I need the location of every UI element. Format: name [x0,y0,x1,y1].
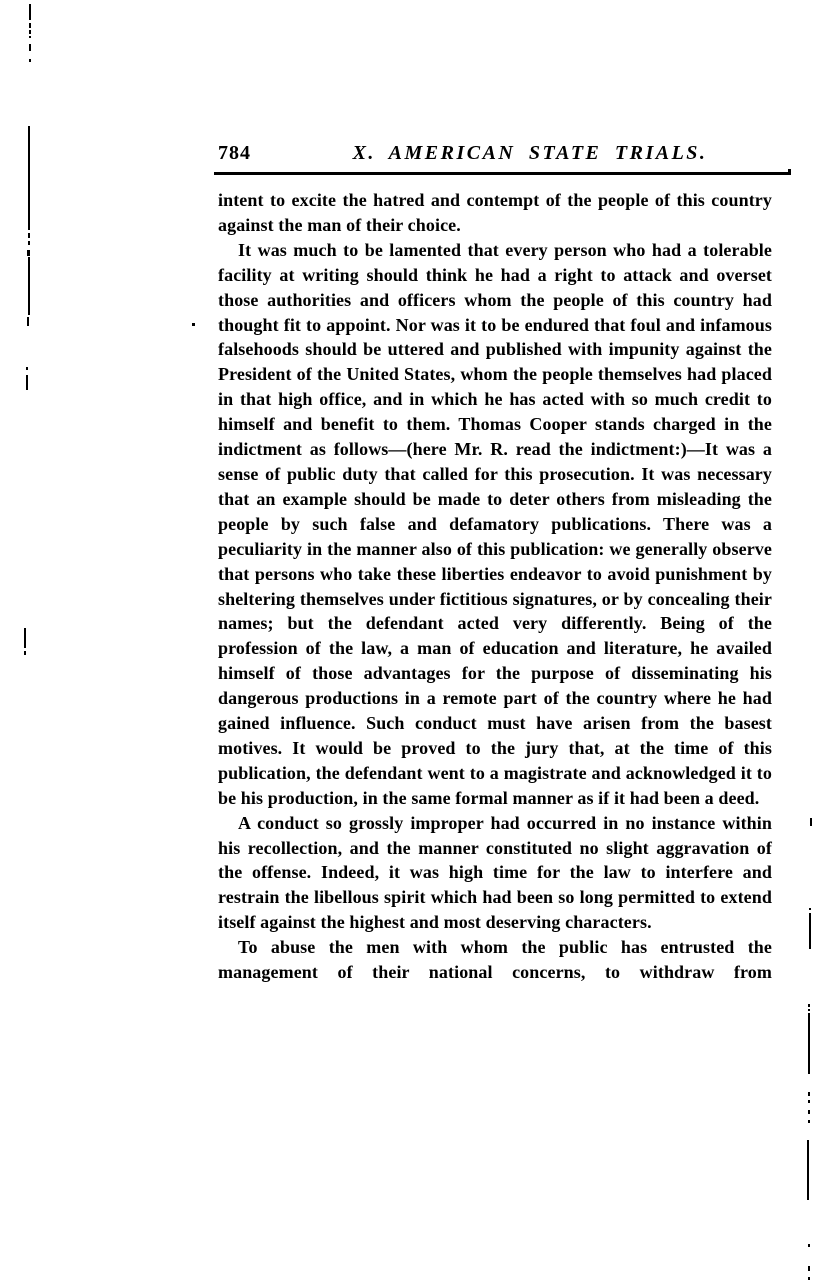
scan-artifact [807,1140,809,1200]
scan-artifact [28,257,30,315]
scan-artifact [29,4,31,20]
running-header-title: X. AMERICAN STATE TRIALS. [352,142,708,164]
scan-artifact [808,1004,810,1007]
paragraph: It was much to be lamented that every person who had a tolerable facility at writing should think he had a right to attack and overset those authorities and officers whom the people of this country had thought fit to appoint. Nor was it to be endured that foul and infamous falsehoods should be uttered and published with impunity against the President of the United States, whom the people themselves had placed in that high office, and in which he has acted with so much credit to himself and benefit to them. Thomas Cooper stands charged in the indictment as follows—(here Mr. R. read the indictment:)—It was a sense of public duty that called for this prosecution. It was necessary that an example should be made to deter others from misleading the people by such false and defamatory publications. There was a peculiarity in the manner also of this publication: we generally observe that persons who take these liberties endeavor to avoid punishment by sheltering themselves under fictitious signatures, or by concealing their names; but the defendant acted very differently. Being of the profession of the law, a man of education and literature, he availed himself of those advantages for the purpose of disseminating his dangerous productions in a remote part of the country where he had gained influence. Such conduct must have arisen from the basest motives. It would be proved to the jury that, at the time of this publication, the defendant went to a magistrate and acknowledged it to be his production, in the same formal manner as if it had been a deed. [218,239,772,808]
scan-artifact [28,126,30,230]
scan-artifact [26,367,28,370]
scan-artifact [24,651,26,655]
scan-artifact [29,23,31,28]
paragraph: A conduct so grossly improper had occurred in no instance within his recollection, and the manner constituted no slight aggravation of the offense. Indeed, it was high time for the law to interfere and restrain the libellous spirit which had been so long permitted to extend itself against the highest and most deserving characters. [218,812,772,933]
paragraph-continuation: intent to excite the hatred and contempt of the people of this country against the man of their choice. [218,190,772,235]
scan-artifact [808,1244,810,1247]
scan-artifact [809,908,811,910]
scan-artifact [28,241,30,245]
scan-artifact [29,30,31,34]
scan-artifact [27,317,29,326]
scan-artifact [26,375,28,390]
scan-artifact [808,1120,810,1123]
scan-artifact [808,1009,810,1011]
scan-artifact [808,1110,810,1114]
scan-artifact [28,233,30,238]
scan-artifact [809,913,811,949]
scan-artifact [808,1277,810,1280]
scan-artifact [29,36,31,38]
paragraph-cut-off: To abuse the men with whom the public has entrusted the management of their national concerns, to withdraw from [218,937,772,983]
running-header [218,142,772,168]
header-rule [214,172,791,175]
scan-artifact [808,1266,810,1271]
scan-artifact [27,250,30,256]
scan-artifact [810,818,812,826]
scan-artifact [24,628,26,648]
scan-artifact [192,323,195,326]
scan-artifact [29,44,31,51]
scan-artifact [29,59,31,62]
scan-artifact [808,1092,810,1096]
page-body [218,188,772,985]
page-number: 784 [218,142,251,164]
scan-artifact [808,1100,810,1103]
scan-artifact [808,1013,810,1074]
